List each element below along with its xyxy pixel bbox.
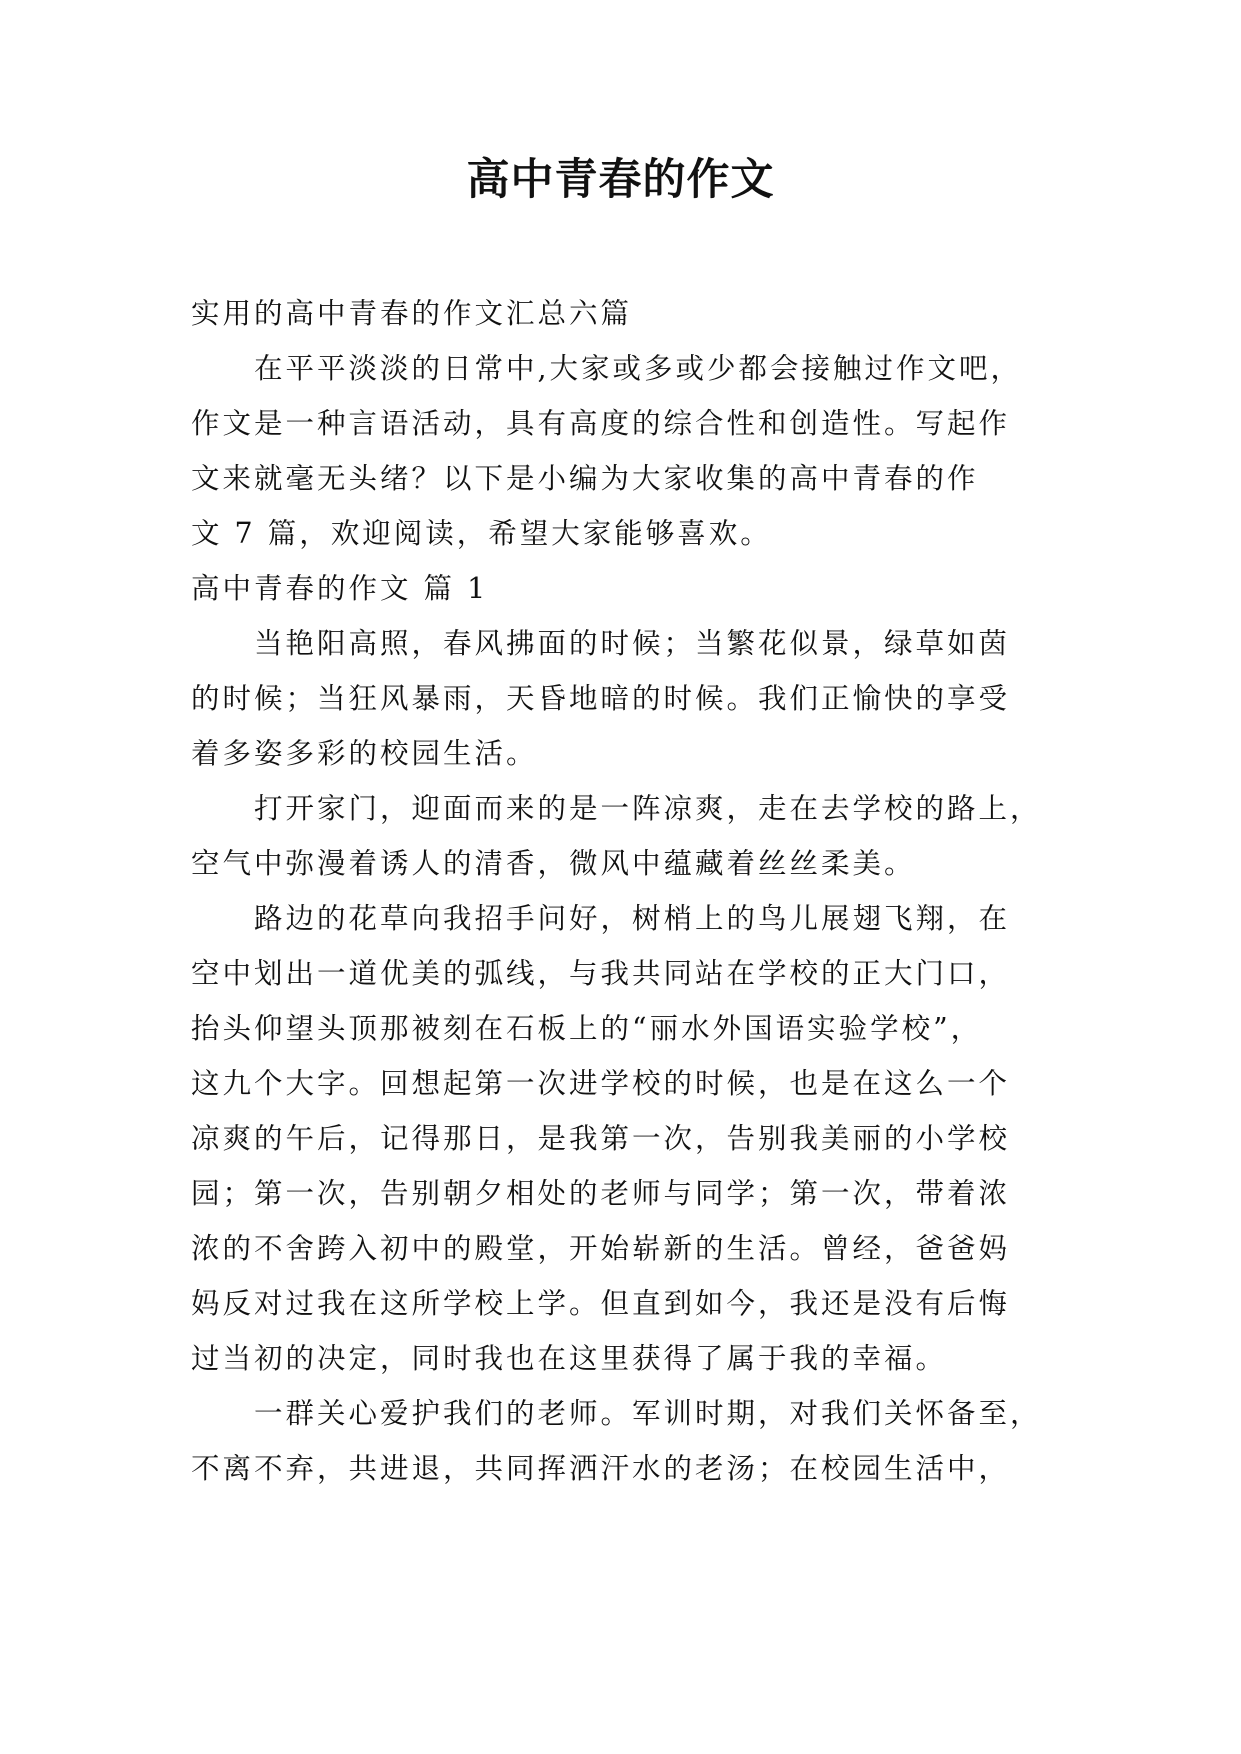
document-body bbox=[191, 286, 1051, 1496]
paragraph-line: 园；第一次，告别朝夕相处的老师与同学；第一次，带着浓 bbox=[191, 1177, 1011, 1210]
paragraph-line: 空气中弥漫着诱人的清香，微风中蕴藏着丝丝柔美。 bbox=[191, 847, 916, 880]
subtitle-line: 实用的高中青春的作文汇总六篇 bbox=[191, 297, 633, 330]
paragraph-line: 路边的花草向我招手问好，树梢上的鸟儿展翅飞翔，在 bbox=[191, 902, 1011, 935]
document-title: 高中青春的作文 bbox=[466, 155, 775, 205]
paragraph-line: 的时候；当狂风暴雨，天昏地暗的时候。我们正愉快的享受 bbox=[191, 682, 1011, 715]
paragraph-line: 着多姿多彩的校园生活。 bbox=[191, 737, 538, 770]
paragraph-line: 不离不弃，共进退，共同挥洒汗水的老汤；在校园生活中， bbox=[191, 1452, 1011, 1485]
paragraph-line: 当艳阳高照，春风拂面的时候；当繁花似景，绿草如茵 bbox=[191, 627, 1011, 660]
section-heading: 高中青春的作文 篇 1 bbox=[191, 572, 489, 605]
paragraph-line: 浓的不舍跨入初中的殿堂，开始崭新的生活。曾经，爸爸妈 bbox=[191, 1232, 1011, 1265]
paragraph-line: 文 7 篇，欢迎阅读，希望大家能够喜欢。 bbox=[191, 517, 772, 550]
paragraph-line: 一群关心爱护我们的老师。军训时期，对我们关怀备至， bbox=[191, 1397, 1042, 1430]
paragraph-line: 打开家门，迎面而来的是一阵凉爽，走在去学校的路上， bbox=[191, 792, 1042, 825]
paragraph-line: 在平平淡淡的日常中,大家或多或少都会接触过作文吧， bbox=[191, 352, 1023, 385]
paragraph-line: 空中划出一道优美的弧线，与我共同站在学校的正大门口， bbox=[191, 957, 1011, 990]
paragraph-line: 文来就毫无头绪？以下是小编为大家收集的高中青春的作 bbox=[191, 462, 979, 495]
paragraph-line: 过当初的决定，同时我也在这里获得了属于我的幸福。 bbox=[191, 1342, 948, 1375]
paragraph-line: 这九个大字。回想起第一次进学校的时候，也是在这么一个 bbox=[191, 1067, 1011, 1100]
paragraph-line: 妈反对过我在这所学校上学。但直到如今，我还是没有后悔 bbox=[191, 1287, 1011, 1320]
paragraph-line: 抬头仰望头顶那被刻在石板上的“丽水外国语实验学校”， bbox=[191, 1012, 983, 1045]
paragraph-line: 凉爽的午后，记得那日，是我第一次，告别我美丽的小学校 bbox=[191, 1122, 1011, 1155]
paragraph-line: 作文是一种言语活动，具有高度的综合性和创造性。写起作 bbox=[191, 407, 1011, 440]
